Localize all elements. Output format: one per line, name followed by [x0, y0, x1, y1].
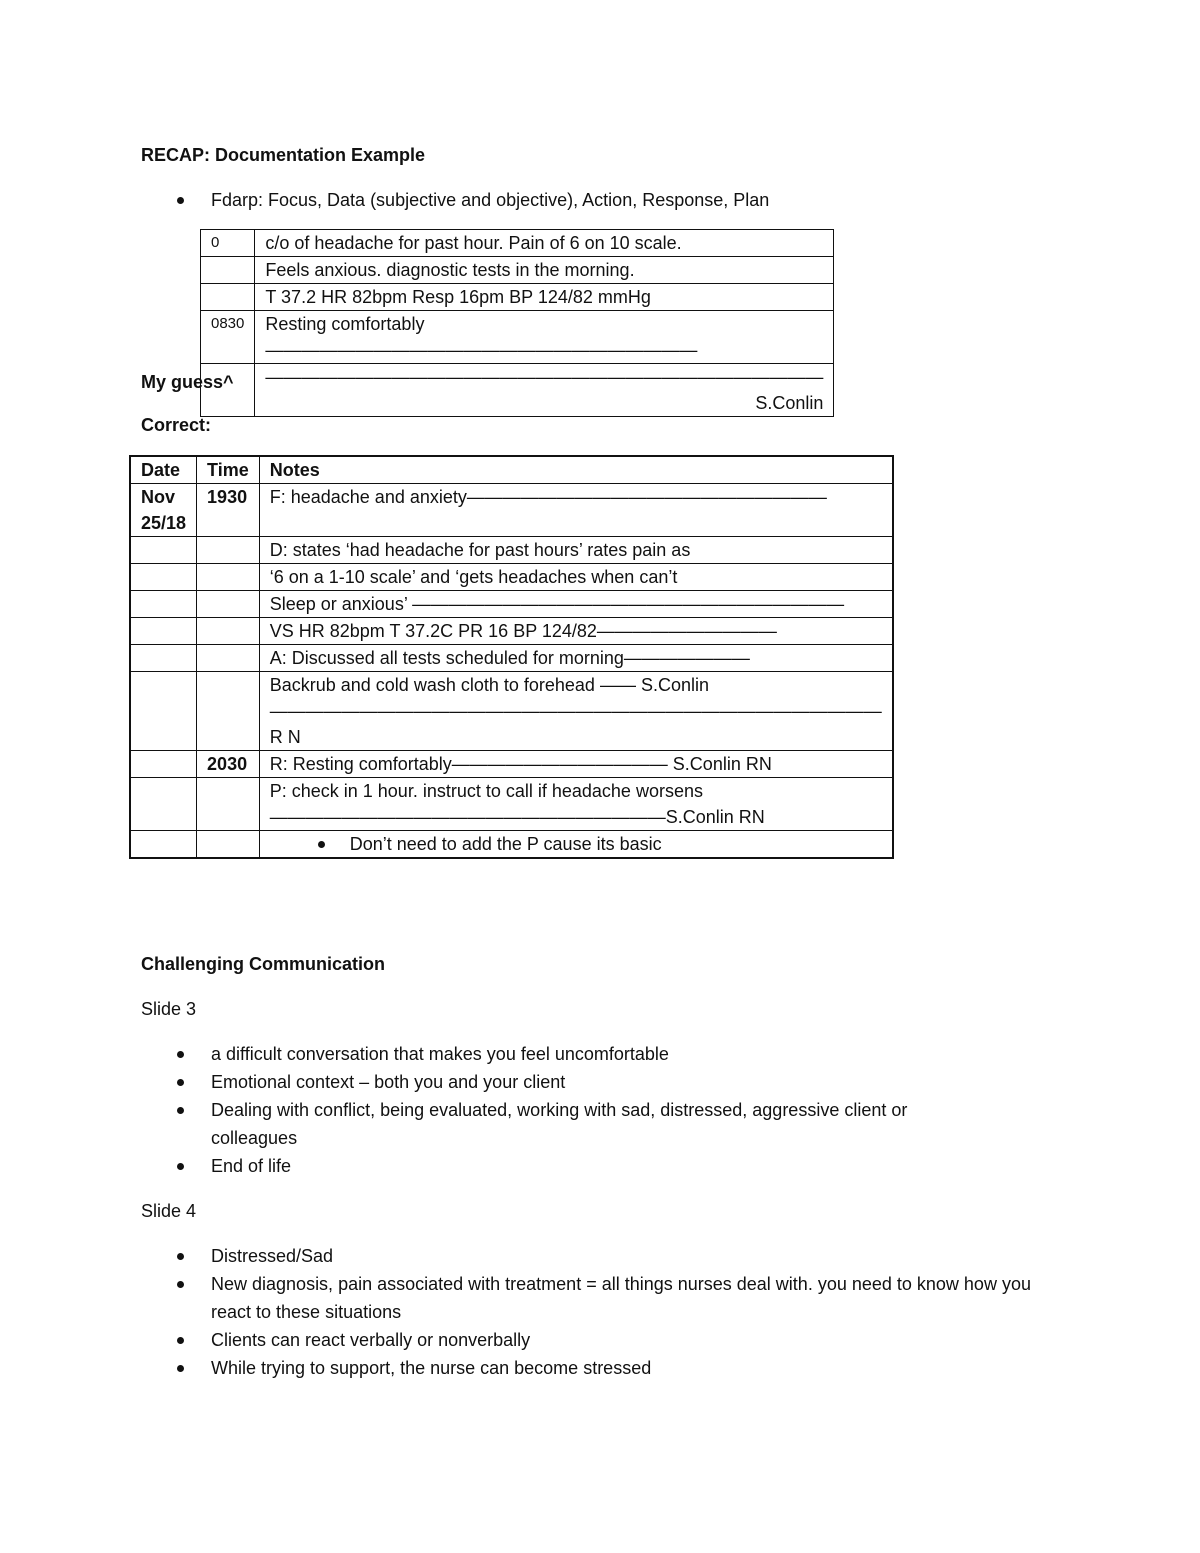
notes-cell: P: check in 1 hour. instruct to call if headache worsens——————————————————————S.Conlin RN — [259, 778, 893, 831]
list-item: Don’t need to add the P cause its basic — [270, 831, 882, 857]
time-cell: 1930 — [197, 484, 260, 537]
slide3-list — [141, 1040, 1061, 1180]
notes-cell: D: states ‘had headache for past hours’ rates pain as — [259, 537, 893, 564]
table-row — [201, 230, 834, 257]
table-cell: Resting comfortably ———————————————————————— — [255, 311, 834, 364]
column-header-notes: Notes — [259, 456, 893, 484]
notes-cell — [259, 831, 893, 859]
table-cell — [201, 257, 255, 284]
list-item: a difficult conversation that makes you feel uncomfortable — [141, 1040, 1061, 1068]
time-cell — [197, 591, 260, 618]
table-cell: Feels anxious. diagnostic tests in the morning. — [255, 257, 834, 284]
time-cell — [197, 645, 260, 672]
table-row — [130, 751, 893, 778]
table-row — [130, 484, 893, 537]
correct-label: Correct: — [141, 415, 212, 435]
column-header-date: Date — [130, 456, 197, 484]
date-cell: Nov 25/18 — [130, 484, 197, 537]
table-row — [130, 831, 893, 859]
notes-cell: VS HR 82bpm T 37.2C PR 16 BP 124/82—————————— — [259, 618, 893, 645]
time-cell — [197, 618, 260, 645]
date-cell — [130, 564, 197, 591]
recap-heading: RECAP: Documentation Example — [141, 145, 426, 165]
time-cell — [197, 831, 260, 859]
list-item: Dealing with conflict, being evaluated, working with sad, distressed, aggressive client or colleagues — [141, 1096, 1061, 1152]
my-guess-label: My guess^ — [141, 372, 234, 392]
challenging-heading: Challenging Communication — [141, 954, 386, 974]
table-row — [201, 257, 834, 284]
notes-cell: A: Discussed all tests scheduled for morning——————— — [259, 645, 893, 672]
date-cell — [130, 751, 197, 778]
table-row — [130, 645, 893, 672]
time-cell — [197, 778, 260, 831]
date-cell — [130, 831, 197, 859]
guess-table — [200, 229, 834, 417]
date-cell — [130, 645, 197, 672]
table-row — [130, 672, 893, 751]
table-row — [130, 618, 893, 645]
notes-cell: Backrub and cold wash cloth to forehead —— S.Conlin ——————————————————————————————————R N — [259, 672, 893, 751]
notes-cell: R: Resting comfortably———————————— S.Conlin RN — [259, 751, 893, 778]
time-cell: 2030 — [197, 751, 260, 778]
date-cell — [130, 537, 197, 564]
list-item: End of life — [141, 1152, 1061, 1180]
correct-table — [129, 455, 894, 859]
table-cell: 0 — [201, 230, 255, 257]
slide4-list — [141, 1242, 1061, 1382]
table-row — [130, 537, 893, 564]
table-row — [130, 778, 893, 831]
notes-cell: Sleep or anxious’ ———————————————————————— — [259, 591, 893, 618]
column-header-time: Time — [197, 456, 260, 484]
table-row — [130, 591, 893, 618]
list-item: Clients can react verbally or nonverbally — [141, 1326, 1061, 1354]
time-cell — [197, 564, 260, 591]
table-row — [130, 564, 893, 591]
table-row — [201, 364, 834, 417]
list-item: New diagnosis, pain associated with treatment = all things nurses deal with. you need to know how you react to these situations — [141, 1270, 1061, 1326]
date-cell — [130, 778, 197, 831]
table-cell: ——————————————————————————————— S.Conlin — [255, 364, 834, 417]
notes-cell: F: headache and anxiety———————————————————— — [259, 484, 893, 537]
date-cell — [130, 618, 197, 645]
table-cell: c/o of headache for past hour. Pain of 6 on 10 scale. — [255, 230, 834, 257]
notes-cell: ‘6 on a 1-10 scale’ and ‘gets headaches when can’t — [259, 564, 893, 591]
slide4-label: Slide 4 — [141, 1201, 197, 1221]
slide3-label: Slide 3 — [141, 999, 197, 1019]
table-cell: T 37.2 HR 82bpm Resp 16pm BP 124/82 mmHg — [255, 284, 834, 311]
table-row — [201, 311, 834, 364]
date-cell — [130, 591, 197, 618]
time-cell — [197, 672, 260, 751]
list-item: Fdarp: Focus, Data (subjective and objective), Action, Response, Plan — [141, 186, 1061, 214]
table-cell — [201, 284, 255, 311]
table-header-row — [130, 456, 893, 484]
recap-bullet-list — [141, 186, 1061, 214]
list-item: Distressed/Sad — [141, 1242, 1061, 1270]
table-cell: 0830 — [201, 311, 255, 364]
table-row — [201, 284, 834, 311]
time-cell — [197, 537, 260, 564]
list-item: While trying to support, the nurse can become stressed — [141, 1354, 1061, 1382]
list-item: Emotional context – both you and your client — [141, 1068, 1061, 1096]
date-cell — [130, 672, 197, 751]
